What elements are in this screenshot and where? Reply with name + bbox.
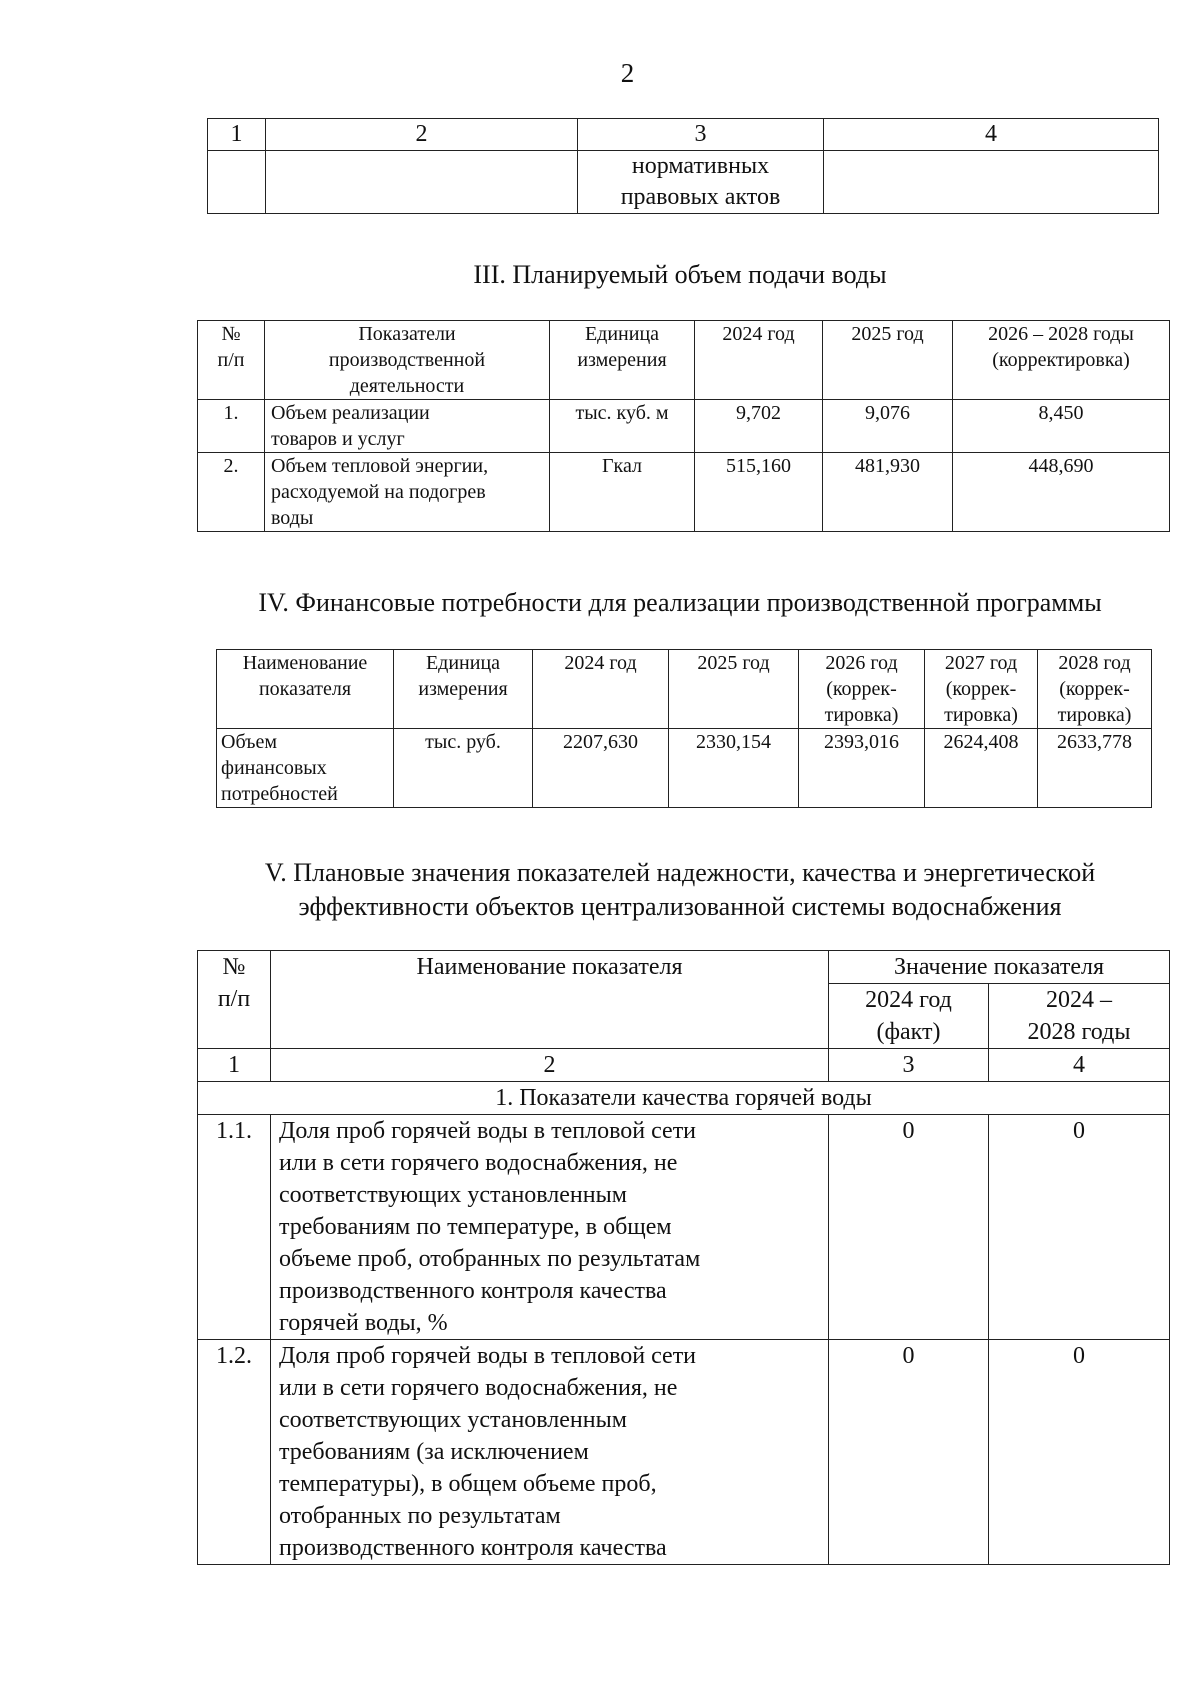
header-line: измерения bbox=[577, 349, 667, 371]
table-header-row bbox=[208, 119, 1159, 151]
cell-line: воды bbox=[271, 507, 314, 529]
financial-needs-table bbox=[216, 649, 1152, 808]
header-line: (корректировка) bbox=[992, 349, 1130, 371]
row-name bbox=[271, 1115, 829, 1340]
header-name: Наименование показателя bbox=[271, 951, 829, 1049]
cell-empty bbox=[208, 151, 266, 214]
row-value-2025: 9,076 bbox=[823, 400, 953, 453]
cell-line: требованиям (за исключением bbox=[279, 1439, 589, 1465]
header-2027 bbox=[925, 650, 1038, 729]
col-3-header: 3 bbox=[578, 119, 824, 151]
cell-line: расходуемой на подогрев bbox=[271, 481, 486, 503]
row-value-2027: 2624,408 bbox=[925, 729, 1038, 808]
header-2025: 2025 год bbox=[669, 650, 799, 729]
col-number: 2 bbox=[271, 1049, 829, 1082]
row-name bbox=[265, 453, 550, 532]
header-line: 2028 год bbox=[1058, 652, 1131, 674]
table-row bbox=[198, 1340, 1170, 1565]
header-2026 bbox=[799, 650, 925, 729]
row-value-2024: 2207,630 bbox=[533, 729, 669, 808]
header-line: 2024 год bbox=[865, 987, 952, 1013]
cell-line: производственного контроля качества bbox=[279, 1278, 667, 1304]
col-number: 1 bbox=[198, 1049, 271, 1082]
cell-line: соответствующих установленным bbox=[279, 1407, 627, 1433]
header-line: п/п bbox=[217, 986, 251, 1012]
group-row bbox=[198, 1082, 1170, 1115]
header-line: (коррек- bbox=[945, 678, 1017, 700]
cell-note bbox=[578, 151, 824, 214]
header-line: 2024 – bbox=[1046, 987, 1112, 1013]
section-5-title bbox=[180, 856, 1180, 924]
col-number: 3 bbox=[829, 1049, 989, 1082]
col-number: 4 bbox=[989, 1049, 1170, 1082]
header-num bbox=[198, 321, 265, 400]
row-num: 2. bbox=[198, 453, 265, 532]
header-2026-2028 bbox=[953, 321, 1170, 400]
cell-line: Доля проб горячей воды в тепловой сети bbox=[279, 1118, 697, 1144]
section-4-title: IV. Финансовые потребности для реализации производственной программы bbox=[258, 588, 1102, 617]
cell-empty bbox=[266, 151, 578, 214]
header-line: показателя bbox=[258, 678, 352, 700]
row-name bbox=[217, 729, 394, 808]
table-row bbox=[198, 400, 1170, 453]
row-num: 1.1. bbox=[198, 1115, 271, 1340]
cell-line: объеме проб, отобранных по результатам bbox=[279, 1246, 701, 1272]
header-line: тировка) bbox=[824, 704, 899, 726]
row-unit: тыс. куб. м bbox=[550, 400, 695, 453]
row-num: 1. bbox=[198, 400, 265, 453]
row-name bbox=[271, 1340, 829, 1565]
header-line: (коррек- bbox=[1059, 678, 1130, 700]
row-value-2026-2028: 8,450 bbox=[953, 400, 1170, 453]
row-value-fact: 0 bbox=[829, 1115, 989, 1340]
row-value-plan: 0 bbox=[989, 1115, 1170, 1340]
table-row bbox=[198, 1115, 1170, 1340]
section-3-title: III. Планируемый объем подачи воды bbox=[473, 260, 887, 289]
cell-line: требованиям по температуре, в общем bbox=[279, 1214, 672, 1240]
row-value-plan: 0 bbox=[989, 1340, 1170, 1565]
row-value-2025: 2330,154 bbox=[669, 729, 799, 808]
table-header-row bbox=[217, 650, 1152, 729]
row-value-2024: 9,702 bbox=[695, 400, 823, 453]
row-unit: Гкал bbox=[550, 453, 695, 532]
col-2-header: 2 bbox=[266, 119, 578, 151]
table-row bbox=[198, 453, 1170, 532]
header-line: № bbox=[222, 954, 246, 980]
header-2024: 2024 год bbox=[695, 321, 823, 400]
cell-line: соответствующих установленным bbox=[279, 1182, 627, 1208]
group-title: 1. Показатели качества горячей воды bbox=[198, 1082, 1170, 1115]
header-line: Единица bbox=[425, 652, 501, 674]
column-number-row bbox=[198, 1049, 1170, 1082]
header-line: п/п bbox=[217, 349, 245, 371]
table-header-row bbox=[198, 951, 1170, 984]
header-line: Показатели bbox=[358, 323, 456, 345]
cell-line: финансовых bbox=[221, 757, 327, 779]
cell-line: или в сети горячего водоснабжения, не bbox=[279, 1375, 678, 1401]
row-value-2026-2028: 448,690 bbox=[953, 453, 1170, 532]
cell-line: отобранных по результатам bbox=[279, 1503, 561, 1529]
cell-line: Объем реализации bbox=[271, 402, 430, 424]
table-header-row bbox=[198, 321, 1170, 400]
cell-line: горячей воды, % bbox=[279, 1310, 448, 1336]
row-value-2026: 2393,016 bbox=[799, 729, 925, 808]
header-line: (коррек- bbox=[826, 678, 897, 700]
header-value-group: Значение показателя bbox=[829, 951, 1170, 984]
header-unit bbox=[394, 650, 533, 729]
cell-line: Объем bbox=[221, 731, 277, 753]
header-line: тировка) bbox=[944, 704, 1018, 726]
title-line: V. Плановые значения показателей надежности, качества и энергетической bbox=[264, 858, 1096, 887]
col-1-header: 1 bbox=[208, 119, 266, 151]
header-num bbox=[198, 951, 271, 1049]
header-plan bbox=[989, 984, 1170, 1049]
header-indicator bbox=[265, 321, 550, 400]
cell-line: температуры), в общем объеме проб, bbox=[279, 1471, 657, 1497]
header-line: Единица bbox=[584, 323, 660, 345]
cell-line: правовых актов bbox=[620, 184, 781, 210]
row-value-2028: 2633,778 bbox=[1038, 729, 1152, 808]
header-name bbox=[217, 650, 394, 729]
header-2024: 2024 год bbox=[533, 650, 669, 729]
header-line: 2028 годы bbox=[1027, 1019, 1131, 1045]
row-value-fact: 0 bbox=[829, 1340, 989, 1565]
header-line: 2026 год bbox=[825, 652, 898, 674]
cell-line: или в сети горячего водоснабжения, не bbox=[279, 1150, 678, 1176]
cell-line: товаров и услуг bbox=[271, 428, 405, 450]
row-num: 1.2. bbox=[198, 1340, 271, 1565]
header-unit bbox=[550, 321, 695, 400]
header-line: Наименование bbox=[242, 652, 368, 674]
page-number: 2 bbox=[620, 58, 635, 88]
header-line: деятельности bbox=[349, 375, 465, 397]
cell-line: Доля проб горячей воды в тепловой сети bbox=[279, 1343, 697, 1369]
header-line: (факт) bbox=[876, 1019, 941, 1045]
header-2025: 2025 год bbox=[823, 321, 953, 400]
header-line: № bbox=[221, 323, 241, 345]
header-line: 2026 – 2028 годы bbox=[988, 323, 1134, 345]
header-line: производственной bbox=[328, 349, 486, 371]
cell-line: потребностей bbox=[221, 783, 338, 805]
table-row bbox=[208, 151, 1159, 214]
table-row bbox=[217, 729, 1152, 808]
row-value-2025: 481,930 bbox=[823, 453, 953, 532]
header-line: измерения bbox=[418, 678, 508, 700]
cell-line: нормативных bbox=[631, 153, 770, 179]
header-fact bbox=[829, 984, 989, 1049]
row-value-2024: 515,160 bbox=[695, 453, 823, 532]
header-2028 bbox=[1038, 650, 1152, 729]
col-4-header: 4 bbox=[824, 119, 1159, 151]
row-unit: тыс. руб. bbox=[394, 729, 533, 808]
cell-line: Объем тепловой энергии, bbox=[271, 455, 489, 477]
row-name bbox=[265, 400, 550, 453]
indicators-table bbox=[197, 950, 1170, 1565]
water-supply-table bbox=[197, 320, 1170, 532]
header-line: тировка) bbox=[1057, 704, 1132, 726]
title-line: эффективности объектов централизованной системы водоснабжения bbox=[298, 892, 1062, 921]
cell-empty bbox=[824, 151, 1159, 214]
continuation-table bbox=[207, 118, 1159, 214]
header-line: 2027 год bbox=[944, 652, 1018, 674]
cell-line: производственного контроля качества bbox=[279, 1535, 667, 1561]
